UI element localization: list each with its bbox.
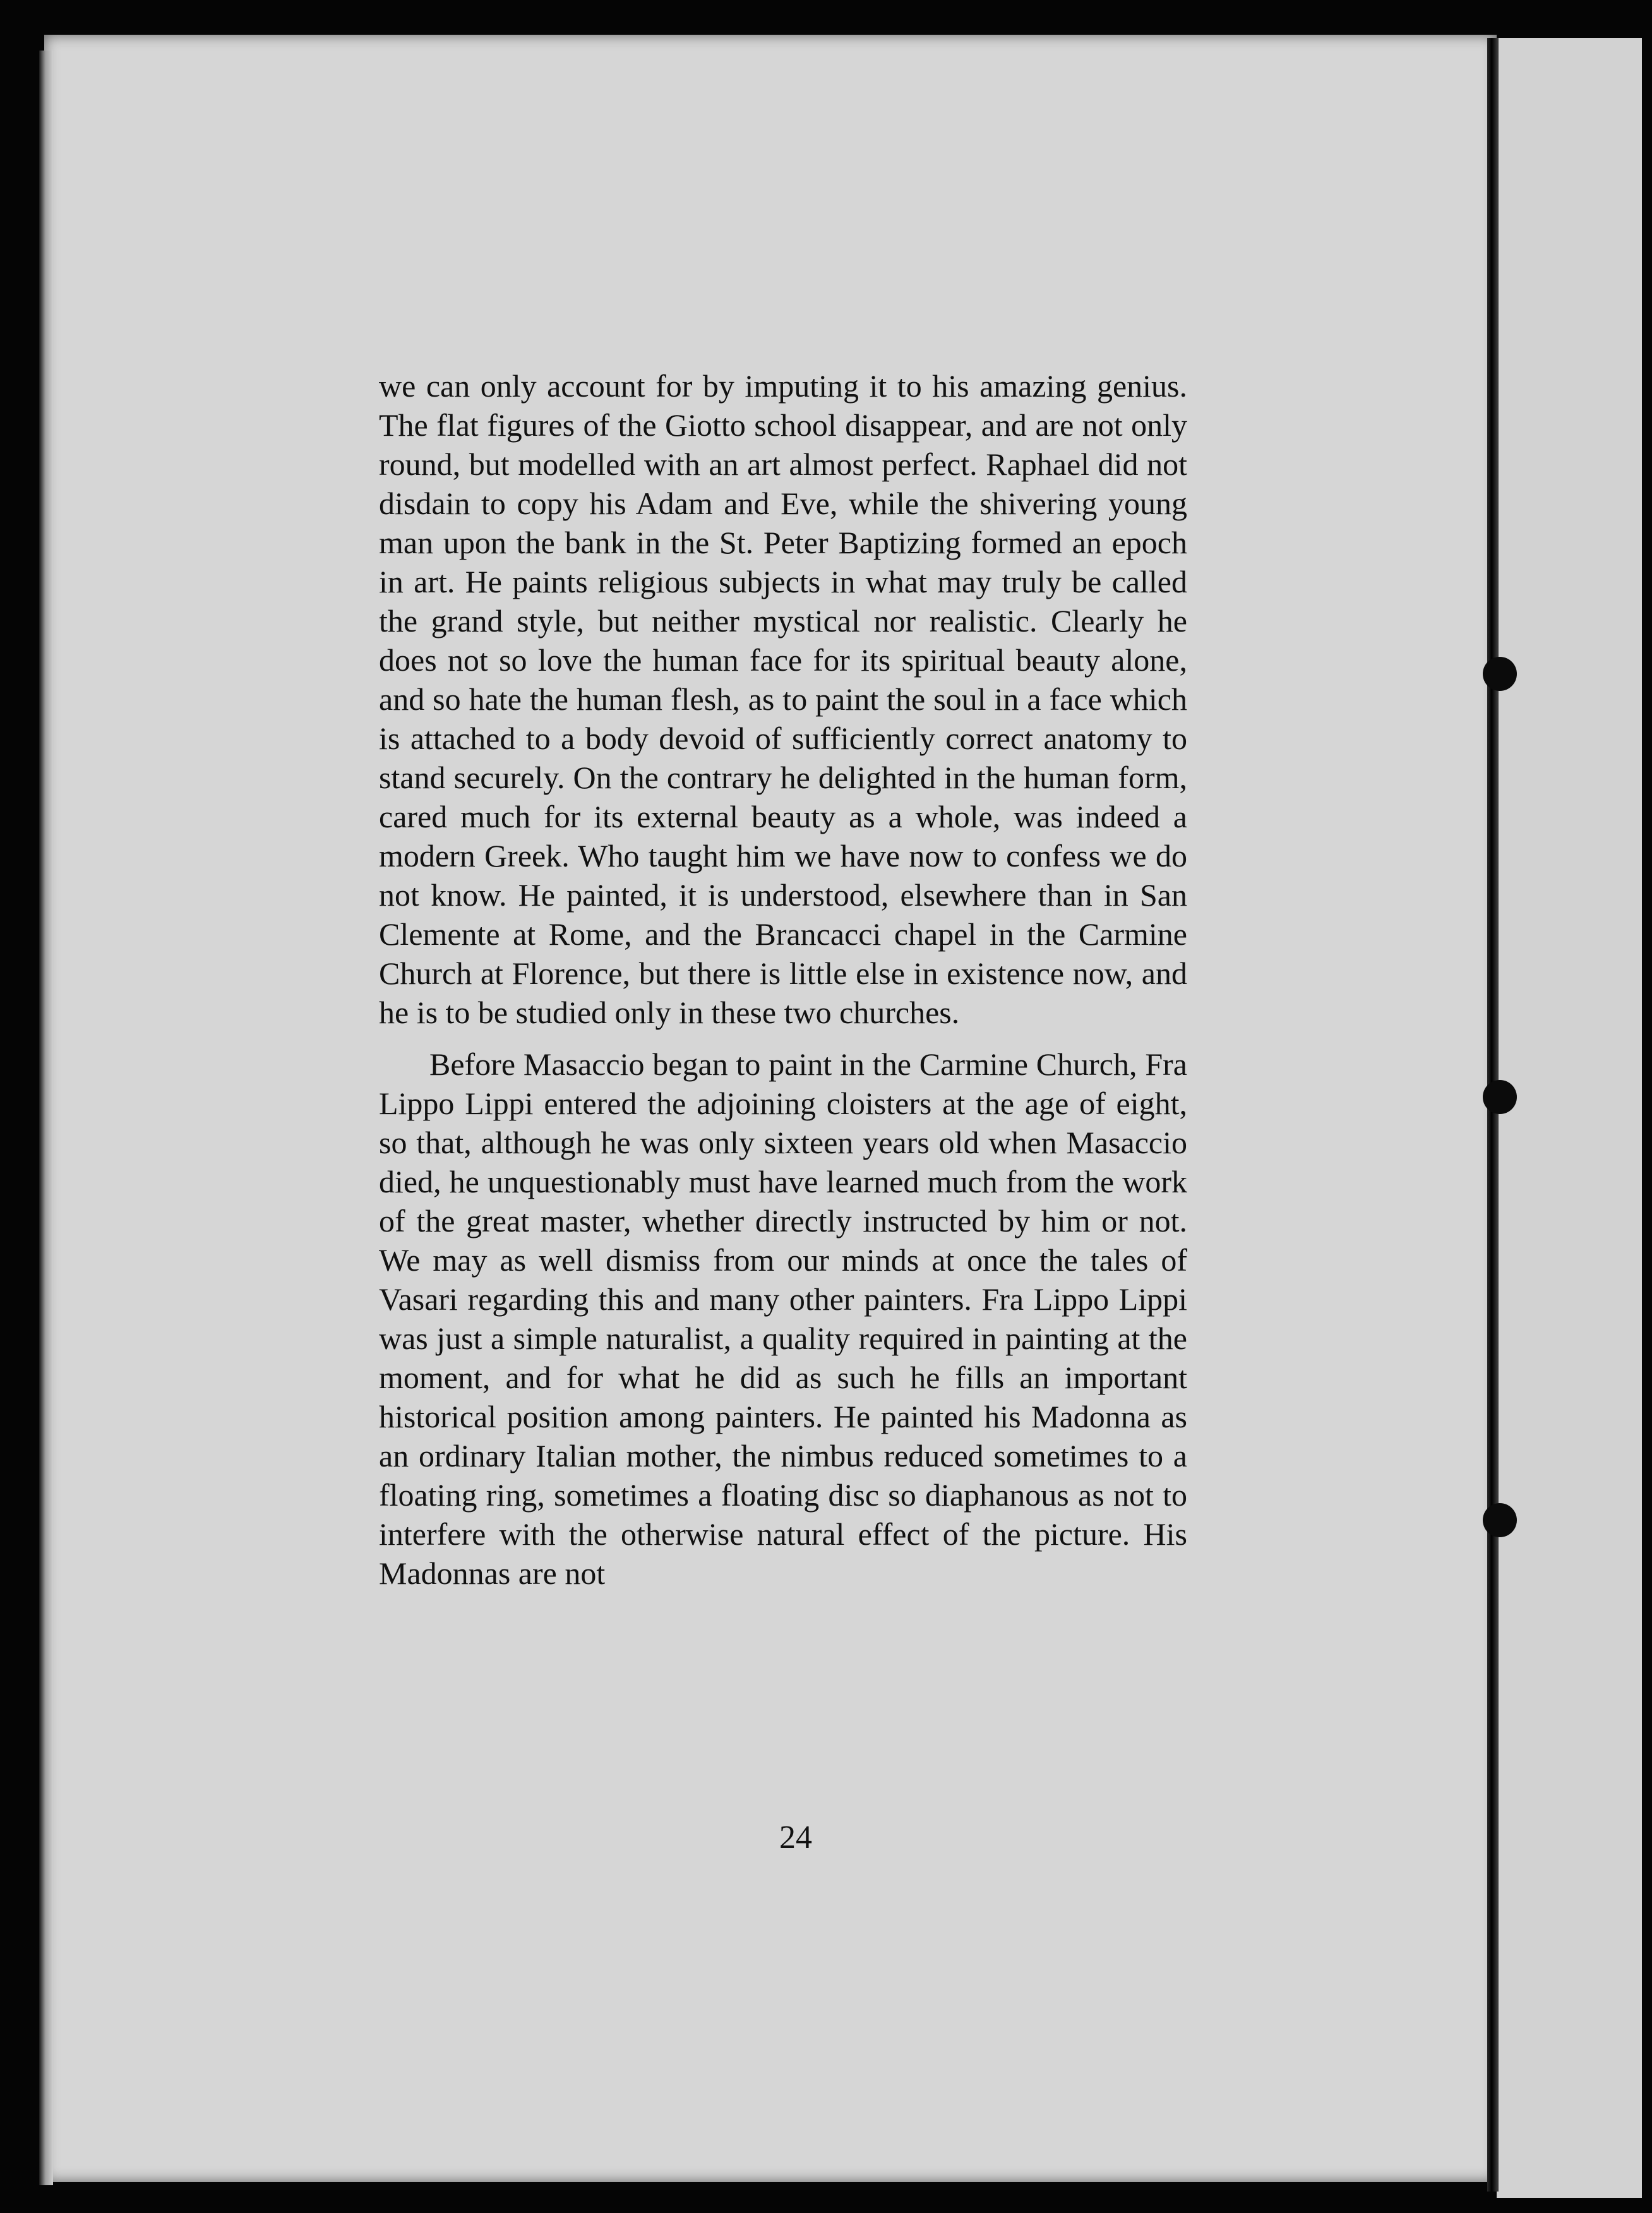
page-number: 24	[779, 1820, 812, 1856]
body-text	[379, 366, 1187, 1593]
page-edge	[39, 51, 53, 2185]
binding-hole	[1483, 657, 1517, 691]
adjacent-page	[1497, 38, 1642, 2198]
binding-hole	[1483, 1080, 1517, 1114]
paragraph: Before Masaccio began to paint in the Carmine Church, Fra Lippo Lippi entered the adjoining cloisters at the age of eight, so that, although he was only sixteen years old when Masaccio died, he unquestionably must have learned much from the work of the great master, whether directly instructed by him or not. We may as well dismiss from our minds at once the tales of Vasari regarding this and many other painters. Fra Lippo Lippi was just a simple naturalist, a quality required in painting at the moment, and for what he did as such he fills an important historical position among painters. He painted his Madonna as an ordinary Italian mother, the nimbus reduced sometimes to a floating ring, sometimes a floating disc so diaphanous as not to interfere with the otherwise natural effect of the picture. His Madonnas are not	[379, 1047, 1187, 1591]
binding-hole	[1483, 1503, 1517, 1537]
binding-gutter	[1487, 38, 1499, 2192]
paragraph: we can only account for by imputing it to his amazing genius. The flat figures of the Giotto school disappear, and are not only round, but modelled with an art almost perfect. Raphael did not disdain to copy his Adam and Eve, while the shivering young man upon the bank in the St. Peter Baptizing formed an epoch in art. He paints religious subjects in what may truly be called the grand style, but neither mystical nor realistic. Clearly he does not so love the human face for its spiritual beauty alone, and so hate the human flesh, as to paint the soul in a face which is attached to a body devoid of sufficiently correct anatomy to stand securely. On the contrary he delighted in the human form, cared much for its external beauty as a whole, was indeed a modern Greek. Who taught him we have now to confess we do not know. He painted, it is understood, elsewhere than in San Clemente at Rome, and the Brancacci chapel in the Carmine Church at Florence, but there is little else in existence now, and he is to be studied only in these two churches.	[379, 368, 1187, 1030]
